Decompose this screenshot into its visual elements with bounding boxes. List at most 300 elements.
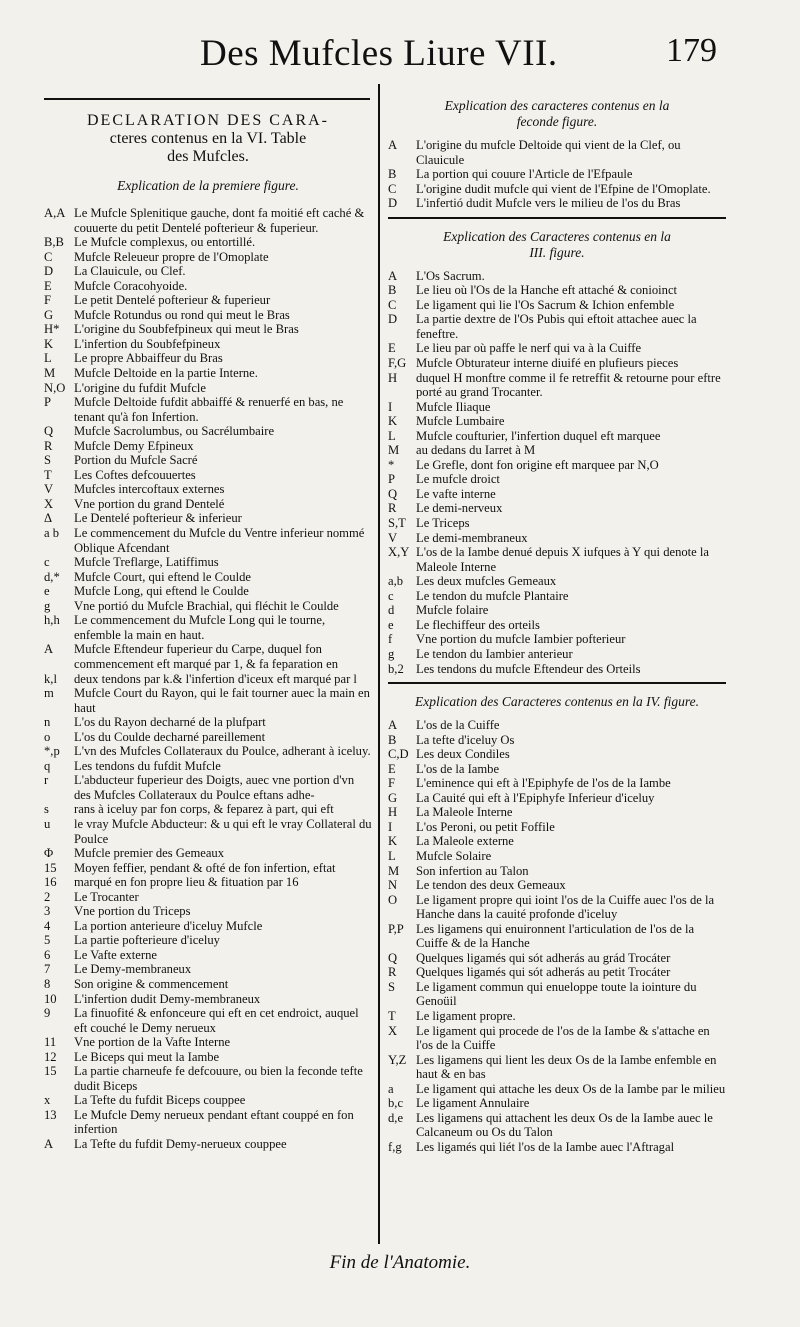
legend-entry <box>44 977 372 992</box>
legend-entry <box>388 429 726 444</box>
legend-entry <box>388 864 726 879</box>
legend-text: Vne portió du Mufcle Brachial, qui fléchit le Coulde <box>74 598 339 613</box>
legend-text: Mufcle coufturier, l'infertion duquel eft marquee <box>416 428 661 443</box>
legend-key: T <box>44 467 52 482</box>
section-rule <box>388 217 726 219</box>
legend-entry <box>44 962 372 977</box>
legend-entry <box>388 791 726 806</box>
legend-text: Le ligament commun qui enueloppe toute la iointure du Genoüil <box>416 979 697 1009</box>
legend-text: Le propre Abbaiffeur du Bras <box>74 351 223 366</box>
legend-key: a b <box>44 526 60 541</box>
legend-entry <box>44 846 372 861</box>
legend-text: Le tendon des deux Gemeaux <box>416 878 566 893</box>
legend-text: Mufcle Obturateur interne diuifé en plufieurs pieces <box>416 356 679 371</box>
legend-key: A <box>388 718 398 733</box>
legend-key: P <box>44 395 52 410</box>
legend-entry <box>388 632 726 647</box>
legend-key: K <box>388 414 398 429</box>
legend-entry <box>388 443 726 458</box>
legend-entry <box>388 400 726 415</box>
section-heading-first-figure: Explication de la premiere figure. <box>117 178 299 193</box>
legend-key: O <box>388 892 398 907</box>
legend-entry <box>44 715 372 730</box>
legend-entry <box>388 776 726 791</box>
legend-text: L'os de la Iambe denué depuis X iufques à Y qui denote la Maleole Interne <box>416 545 710 574</box>
legend-entry <box>44 395 372 424</box>
legend-text: Moyen feffier, pendant & ofté de fon infertion, eftat <box>74 860 336 875</box>
legend-text: Le commencement du Mufcle du Ventre inferieur nommé Oblique Afcendant <box>74 526 365 555</box>
legend-entry <box>388 805 726 820</box>
legend-key: V <box>44 482 54 497</box>
legend-text: Vne portion du Triceps <box>74 904 191 919</box>
legend-text: Le Dentelé pofterieur & inferieur <box>74 511 242 526</box>
legend-key: X,Y <box>388 545 410 560</box>
legend-entry <box>44 555 372 570</box>
legend-key: Φ <box>44 846 54 861</box>
legend-text: Le petit Dentelé pofterieur & fuperieur <box>74 293 271 308</box>
legend-text: La portion qui couure l'Article de l'Efpaule <box>416 167 633 182</box>
legend-text: Vne portion de la Vafte Interne <box>74 1035 231 1050</box>
legend-key: H* <box>44 322 60 337</box>
legend-entry <box>44 526 372 555</box>
legend-key: E <box>388 341 396 356</box>
legend-entry <box>388 878 726 893</box>
legend-entry <box>388 1082 726 1097</box>
legend-entry <box>44 468 372 483</box>
legend-entry <box>44 613 372 642</box>
legend-entry <box>388 733 726 748</box>
legend-entry <box>44 948 372 963</box>
section-heading-second-figure <box>388 98 726 130</box>
legend-key: P <box>388 472 396 487</box>
legend-entry <box>44 337 372 352</box>
legend-entry <box>44 235 372 250</box>
legend-entry <box>388 618 726 633</box>
legend-text: Quelques ligamés qui sót adherás au petit Trocáter <box>416 965 671 980</box>
legend-entry <box>44 584 372 599</box>
legend-entry <box>388 531 726 546</box>
legend-text: Mufcle Coracohyoide. <box>74 278 188 293</box>
section-heading-fourth-figure <box>388 694 726 710</box>
legend-text: Mufcle Releueur propre de l'Omoplate <box>74 249 269 264</box>
legend-entry <box>388 269 726 284</box>
legend-text: Les ligamens qui attachent les deux Os de la Iambe auec le Calcaneum ou Os du Talon <box>416 1110 713 1140</box>
legend-entry <box>44 599 372 614</box>
legend-key: 7 <box>44 962 51 977</box>
legend-key: 10 <box>44 991 57 1006</box>
legend-entry <box>388 487 726 502</box>
legend-text: Mufcle Deltoide fufdit abbaiffé & renuerfé en bas, ne tenant qu'à fon Infertion. <box>74 395 344 424</box>
legend-entry <box>44 1137 372 1152</box>
legend-key: a <box>388 1081 394 1096</box>
legend-key: b,c <box>388 1096 404 1111</box>
legend-key: c <box>44 555 50 570</box>
legend-entry <box>388 516 726 531</box>
end-note: Fin de l'Anatomie. <box>329 1252 471 1273</box>
legend-entry <box>388 196 726 211</box>
legend-entry <box>388 167 726 182</box>
legend-text: Le Mufcle complexus, ou entortillé. <box>74 235 256 250</box>
legend-entry <box>44 730 372 745</box>
legend-text: Le flechiffeur des orteils <box>416 617 540 632</box>
legend-text: L'os de la Iambe <box>416 761 500 776</box>
legend-text: Le ligament Annulaire <box>416 1096 530 1111</box>
legend-key: h,h <box>44 613 60 628</box>
legend-key: *,p <box>44 744 60 759</box>
legend-entry <box>388 1053 726 1082</box>
legend-text: Mufcle Court, qui eftend le Coulde <box>74 569 251 584</box>
legend-key: 16 <box>44 875 57 890</box>
legend-text: Le demi-nerveux <box>416 501 503 516</box>
legend-text: Mufcle Solaire <box>416 848 492 863</box>
legend-key: d,* <box>44 569 60 584</box>
legend-text: Les tendons du mufcle Eftendeur des Orteils <box>416 661 641 676</box>
legend-key: B <box>388 167 397 182</box>
legend-text: Les deux Condiles <box>416 747 510 762</box>
legend-key: C <box>388 297 397 312</box>
right-column <box>388 94 726 1154</box>
legend-key: G <box>388 790 398 805</box>
legend-key: D <box>388 196 398 211</box>
legend-text: La Tefte du fufdit Demy-nerueux couppee <box>74 1137 287 1151</box>
legend-entry <box>388 589 726 604</box>
legend-key: k,l <box>44 671 57 686</box>
legend-entry <box>44 773 372 802</box>
legend-key: H <box>388 805 398 820</box>
legend-text: Le Vafte externe <box>74 947 157 962</box>
legend-entry <box>44 1108 372 1137</box>
main-heading-line-2: cteres contenus en la VI. Table <box>109 130 307 147</box>
legend-text: L'eminence qui eft à l'Epiphyfe de l'os de la Iambe <box>416 776 671 791</box>
legend-text: Vne portion du mufcle Iambier pofterieur <box>416 632 626 647</box>
legend-text: Le ligament qui lie l'Os Sacrum & Ichion enfemble <box>416 297 675 312</box>
legend-entry <box>388 341 726 356</box>
legend-text: Le Triceps <box>416 516 470 531</box>
legend-text: marqué en fon propre lieu & fituation par 16 <box>74 875 299 890</box>
legend-key: B <box>388 732 397 747</box>
legend-text: La Maleole externe <box>416 834 514 849</box>
legend-key: u <box>44 816 51 831</box>
legend-entry <box>44 919 372 934</box>
legend-text: Le Mufcle Splenitique gauche, dont fa moitié eft caché & couuerte du petit Dentelé pofterieur & fuperieur. <box>74 206 365 235</box>
section-heading-line: Explication des Caracteres contenus en la <box>443 228 671 244</box>
legend-key: 8 <box>44 976 51 991</box>
legend-text: L'origine dudit mufcle qui vient de l'Efpine de l'Omoplate. <box>416 181 711 196</box>
legend-text: Les ligamens qui lient les deux Os de la Iambe enfemble en haut & en bas <box>416 1052 717 1082</box>
legend-key: q <box>44 758 51 773</box>
legend-entry <box>388 603 726 618</box>
legend-key: H <box>388 370 398 385</box>
legend-entry <box>44 1050 372 1065</box>
legend-entry <box>44 672 372 687</box>
legend-text: Le Biceps qui meut la Iambe <box>74 1049 220 1064</box>
legend-text: La partie charneufe fe defcouure, ou bien la feconde tefte dudit Biceps <box>74 1064 363 1093</box>
legend-key: B <box>388 283 397 298</box>
section-heading-line: feconde figure. <box>516 114 598 129</box>
section-rule <box>388 682 726 684</box>
legend-entry <box>388 762 726 777</box>
legend-key: 6 <box>44 947 51 962</box>
legend-text: Le demi-membraneux <box>416 530 528 545</box>
legend-text: Le tendon du mufcle Plantaire <box>416 588 569 603</box>
section-heading-line: Explication des caracteres contenus en la <box>444 98 670 113</box>
legend-key: I <box>388 399 393 414</box>
section-heading-line: III. figure. <box>529 244 585 260</box>
legend-key: S <box>44 453 52 468</box>
legend-key: d <box>388 603 395 618</box>
legend-entry <box>44 933 372 948</box>
legend-entry <box>388 574 726 589</box>
legend-key: E <box>44 278 52 293</box>
legend-entry <box>44 293 372 308</box>
legend-key: a,b <box>388 574 404 589</box>
legend-key: 11 <box>44 1035 57 1050</box>
legend-text: Le Grefle, dont fon origine eft marquee par N,O <box>416 457 659 472</box>
legend-text: La finuofité & enfonceure qui eft en cet endroict, auquel eft couché le Demy nerueux <box>74 1006 359 1035</box>
legend-entry <box>44 992 372 1007</box>
legend-key: R <box>388 965 397 980</box>
legend-text: Le Demy-membraneux <box>74 962 192 977</box>
legend-text: Les tendons du fufdit Mufcle <box>74 758 221 773</box>
legend-entry <box>44 511 372 526</box>
legend-text: Mufcle Rotundus ou rond qui meut le Bras <box>74 307 290 322</box>
legend-key: 3 <box>44 904 51 919</box>
legend-text: Mufcle Long, qui eftend le Coulde <box>74 584 249 599</box>
legend-entry <box>388 414 726 429</box>
legend-text: Le mufcle droict <box>416 472 500 487</box>
legend-key: g <box>388 646 395 661</box>
section-heading-line: Explication des Caracteres contenus en la IV. figure. <box>414 694 700 710</box>
main-heading-line-3: des Mufcles. <box>167 148 249 165</box>
legend-key: Q <box>388 486 398 501</box>
legend-text: L'origine du mufcle Deltoide qui vient de la Clef, ou Clauicule <box>416 138 681 167</box>
legend-text: Mufcle Eftendeur fuperieur du Carpe, duquel fon commencement eft marqué par 1, & fa feparation en <box>74 642 338 671</box>
legend-entry <box>44 861 372 876</box>
legend-entry <box>44 642 372 671</box>
legend-text: L'origine du Soubfefpineux qui meut le Bras <box>74 322 299 337</box>
legend-entry <box>44 482 372 497</box>
legend-text: L'os du Rayon decharné de la plufpart <box>74 715 266 730</box>
legend-text: Les ligamés qui liét l'os de la Iambe auec l'Aftragal <box>416 1139 675 1154</box>
legend-entry <box>44 322 372 337</box>
legend-entry <box>388 138 726 167</box>
legend-key: e <box>388 617 394 632</box>
legend-key: K <box>44 336 54 351</box>
legend-text: Mufcles intercoftaux externes <box>74 482 225 497</box>
legend-entry <box>388 718 726 733</box>
legend-text: Le ligament propre. <box>416 1008 516 1023</box>
legend-key: E <box>388 761 396 776</box>
legend-entry <box>388 980 726 1009</box>
legend-text: Quelques ligamés qui sót adherás au grád Trocáter <box>416 950 671 965</box>
legend-key: 13 <box>44 1107 57 1122</box>
legend-key: f <box>388 632 393 647</box>
legend-entry <box>388 965 726 980</box>
legend-text: Mufcle Treflarge, Latiffimus <box>74 555 219 570</box>
legend-key: C <box>388 181 397 196</box>
legend-key: C,D <box>388 747 409 762</box>
legend-text: Mufcle Court du Rayon, qui le fait tourner auec la main en haut <box>74 686 370 715</box>
main-heading <box>44 112 372 166</box>
legend-entry <box>388 647 726 662</box>
legend-entry <box>44 424 372 439</box>
legend-entry <box>44 351 372 366</box>
legend-key: A <box>44 1137 54 1151</box>
entry-list-second-figure <box>388 138 726 211</box>
legend-entry <box>388 1140 726 1155</box>
legend-entry <box>388 951 726 966</box>
legend-key: c <box>388 588 394 603</box>
legend-key: N <box>388 878 398 893</box>
left-column <box>44 94 372 1152</box>
legend-key: e <box>44 584 50 599</box>
legend-text: L'Os Sacrum. <box>416 268 485 283</box>
legend-key: C <box>44 249 53 264</box>
legend-text: Le commencement du Mufcle Long qui le tourne, enfemble la main en haut. <box>74 613 326 642</box>
legend-text: Mufcle Sacrolumbus, ou Sacrélumbaire <box>74 424 275 439</box>
legend-key: Q <box>44 424 54 439</box>
legend-text: L'infertió dudit Mufcle vers le milieu de l'os du Bras <box>416 196 681 211</box>
legend-entry <box>44 1064 372 1093</box>
legend-key: A,A <box>44 206 66 220</box>
legend-text: La Maleole Interne <box>416 805 513 820</box>
legend-entry <box>44 1006 372 1035</box>
legend-key: R <box>44 438 53 453</box>
legend-entry <box>44 453 372 468</box>
legend-text: L'infertion du Soubfefpineux <box>74 336 221 351</box>
legend-key: L <box>388 848 396 863</box>
legend-text: deux tendons par k.& l'infertion d'iceux eft marqué par l <box>74 671 357 686</box>
legend-entry <box>44 264 372 279</box>
legend-entry <box>388 312 726 341</box>
legend-entry <box>388 371 726 400</box>
legend-key: 2 <box>44 889 51 904</box>
legend-text: La portion anterieure d'iceluy Mufcle <box>74 918 263 933</box>
legend-text: Le vafte interne <box>416 486 496 501</box>
legend-key: S,T <box>388 516 406 531</box>
legend-text: au dedans du Iarret à M <box>416 443 536 458</box>
legend-key: D <box>44 264 54 279</box>
legend-text: Mufcle folaire <box>416 603 489 618</box>
legend-key: L <box>44 351 52 366</box>
legend-entry <box>388 356 726 371</box>
legend-text: L'origine du fufdit Mufcle <box>74 380 207 395</box>
legend-key: n <box>44 715 51 730</box>
legend-text: La Clauicule, ou Clef. <box>74 264 186 279</box>
legend-key: I <box>388 819 393 834</box>
legend-text: le vray Mufcle Abducteur: & u qui eft le vray Collateral du Poulce <box>74 816 372 846</box>
legend-key: s <box>44 802 49 817</box>
legend-text: Le lieu par où paffe le nerf qui va à la Cuiffe <box>416 341 642 356</box>
legend-key: X <box>388 1023 398 1038</box>
legend-key: V <box>388 530 398 545</box>
legend-key: F <box>44 293 52 308</box>
running-head <box>0 28 800 78</box>
legend-key: b,2 <box>388 661 404 676</box>
legend-text: Les ligamens qui enuironnent l'articulation de l'os de la Cuiffe & de la Hanche <box>416 921 695 951</box>
legend-text: Le tendon du Iambier anterieur <box>416 646 573 661</box>
legend-entry <box>44 1035 372 1050</box>
legend-key: L <box>388 428 396 443</box>
legend-key: o <box>44 729 51 744</box>
legend-text: Son origine & commencement <box>74 976 229 991</box>
legend-text: Vne portion du grand Dentelé <box>74 496 225 511</box>
legend-entry <box>44 497 372 512</box>
legend-text: L'os Peroni, ou petit Foffile <box>416 819 555 834</box>
legend-text: L'vn des Mufcles Collateraux du Poulce, adherant à iceluy. <box>74 744 371 759</box>
legend-text: Mufcle Deltoide en la partie Interne. <box>74 366 258 381</box>
legend-entry <box>388 662 726 677</box>
legend-text: duquel H monftre comme il fe retreffit & retourne pour eftre porté au grand Trocanter. <box>416 370 721 400</box>
legend-key: f,g <box>388 1139 402 1154</box>
legend-text: La tefte d'iceluy Os <box>416 732 515 747</box>
legend-entry <box>388 472 726 487</box>
legend-key: K <box>388 834 398 849</box>
legend-text: Portion du Mufcle Sacré <box>74 453 198 468</box>
legend-key: M <box>388 443 400 458</box>
legend-text: Les deux mufcles Gemeaux <box>416 574 557 589</box>
page-number: 179 <box>666 32 717 69</box>
legend-text: Le Trocanter <box>74 889 139 904</box>
legend-key: 12 <box>44 1049 57 1064</box>
legend-key: 15 <box>44 1064 57 1079</box>
legend-text: Le ligament qui attache les deux Os de la Iambe par le milieu <box>416 1081 726 1096</box>
legend-key: d,e <box>388 1110 404 1125</box>
legend-text: Son infertion au Talon <box>416 863 529 878</box>
legend-entry <box>44 279 372 294</box>
legend-key: 9 <box>44 1006 51 1021</box>
legend-entry <box>388 922 726 951</box>
legend-text: Le lieu où l'Os de la Hanche eft attaché & conioinct <box>416 283 678 298</box>
legend-entry <box>44 308 372 323</box>
legend-entry <box>388 820 726 835</box>
legend-text: Mufcle Demy Efpineux <box>74 438 194 453</box>
legend-text: Mufcle Lumbaire <box>416 414 505 429</box>
entry-list-fourth-figure <box>388 718 726 1154</box>
legend-key: * <box>388 457 395 472</box>
legend-key: m <box>44 686 54 701</box>
legend-entry <box>44 817 372 846</box>
legend-entry <box>388 834 726 849</box>
legend-entry <box>388 545 726 574</box>
legend-key: S <box>388 979 396 994</box>
legend-key: x <box>44 1093 51 1108</box>
running-title: Des Mufcles Liure VII. <box>200 33 558 74</box>
legend-key: 15 <box>44 860 57 875</box>
legend-text: Mufcle premier des Gemeaux <box>74 846 225 861</box>
legend-key: X <box>44 496 54 511</box>
legend-entry <box>44 686 372 715</box>
entry-list-first-figure <box>44 206 372 1152</box>
legend-entry <box>44 744 372 759</box>
legend-entry <box>388 1096 726 1111</box>
legend-key: D <box>388 312 398 327</box>
legend-text: La Tefte du fufdit Biceps couppee <box>74 1093 246 1108</box>
legend-text: La partie pofterieure d'iceluy <box>74 933 220 948</box>
legend-text: Le ligament qui procede de l'os de la Iambe & s'attache en l'os de la Cuiffe <box>416 1023 710 1053</box>
legend-key: Q <box>388 950 398 965</box>
legend-entry <box>44 570 372 585</box>
legend-entry <box>44 381 372 396</box>
legend-key: Y,Z <box>388 1052 407 1067</box>
legend-entry <box>388 1024 726 1053</box>
legend-key: A <box>388 138 398 152</box>
legend-entry <box>388 1009 726 1024</box>
legend-text: L'infertion dudit Demy-membraneux <box>74 991 261 1006</box>
legend-key: 4 <box>44 918 51 933</box>
legend-entry <box>388 458 726 473</box>
legend-key: G <box>44 307 54 322</box>
